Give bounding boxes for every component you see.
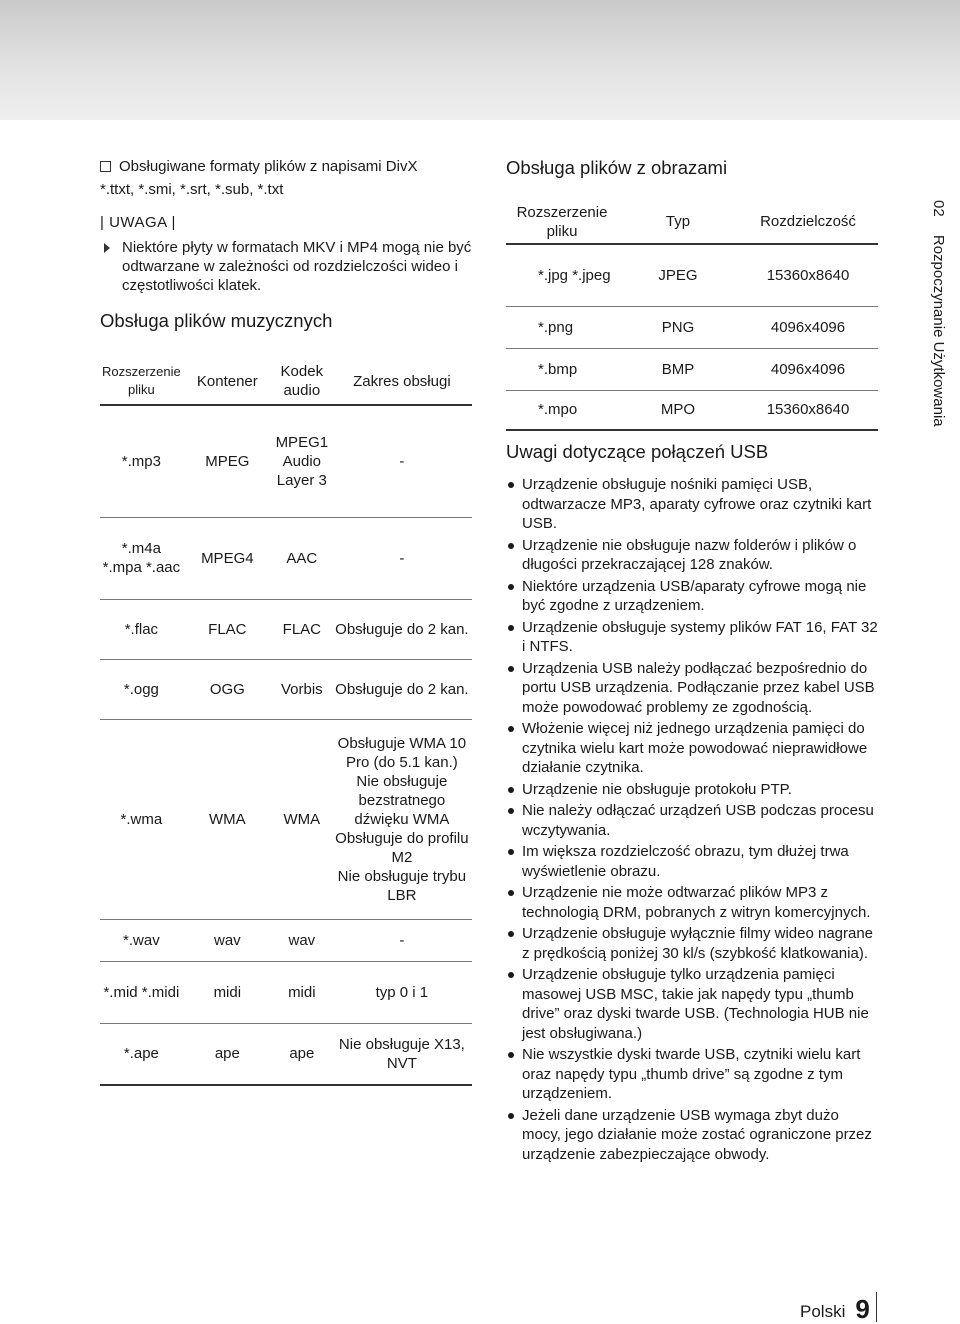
table-row xyxy=(506,306,878,348)
table-row xyxy=(100,517,472,599)
cell-ext: *.jpg *.jpeg xyxy=(506,244,618,306)
table-row xyxy=(506,348,878,390)
list-item: Niektóre urządzenia USB/aparaty cyfrowe mogą nie być zgodne z urządzeniem. xyxy=(506,577,878,616)
list-item: Urządzenie nie może odtwarzać plików MP3 z technologią DRM, pobranych z witryn komercyjnych. xyxy=(506,883,878,922)
cell-ext: *.png xyxy=(506,306,618,348)
range-line: Obsługuje WMA 10 Pro (do 5.1 kan.) xyxy=(337,734,467,771)
table-row xyxy=(100,961,472,1023)
list-item: Urządzenie obsługuje systemy plików FAT 16, FAT 32 i NTFS. xyxy=(506,618,878,657)
header-extension: Rozszerzenie pliku xyxy=(100,358,183,405)
cell-type: BMP xyxy=(618,348,738,390)
range-line: Nie obsługuje trybu LBR xyxy=(337,867,467,904)
cell-ext: *.flac xyxy=(100,599,183,659)
cell-range: - xyxy=(332,919,472,961)
cell-container: FLAC xyxy=(183,599,272,659)
cell-res: 4096x4096 xyxy=(738,306,878,348)
range-line: Nie obsługuje bezstratnego dźwięku WMA xyxy=(354,772,450,828)
cell-range: - xyxy=(332,405,472,517)
checkbox-square-icon xyxy=(100,161,111,172)
list-item: Urządzenie obsługuje wyłącznie filmy wideo nagrane z prędkością poniżej 30 kl/s (szybkość klatkowania). xyxy=(506,924,878,963)
usb-section-title: Uwagi dotyczące połączeń USB xyxy=(506,441,769,462)
cell-container: MPEG4 xyxy=(183,517,272,599)
list-item: Urządzenie nie obsługuje nazw folderów i plików o długości przekraczającej 128 znaków. xyxy=(506,536,878,575)
list-item: Jeżeli dane urządzenie USB wymaga zbyt dużo mocy, jego działanie może zostać ograniczone przez urządzenie zabezpieczające obwody. xyxy=(506,1106,878,1165)
cell-container: ape xyxy=(183,1023,272,1085)
cell-codec: AAC xyxy=(272,517,332,599)
header-container: Kontener xyxy=(183,358,272,405)
divx-note-formats: *.ttxt, *.smi, *.srt, *.sub, *.txt xyxy=(100,181,284,198)
cell-type: MPO xyxy=(618,390,738,430)
list-item: Nie należy odłączać urządzeń USB podczas procesu wczytywania. xyxy=(506,801,878,840)
footer-language: Polski xyxy=(800,1302,846,1321)
header-resolution: Rozdzielczość xyxy=(738,200,878,244)
cell-res: 4096x4096 xyxy=(738,348,878,390)
cell-codec: FLAC xyxy=(272,599,332,659)
cell-ext: *.wav xyxy=(100,919,183,961)
cell-range: typ 0 i 1 xyxy=(332,961,472,1023)
cell-container: MPEG xyxy=(183,405,272,517)
chapter-number: 02 xyxy=(930,200,947,217)
cell-range xyxy=(332,719,472,919)
table-row xyxy=(100,659,472,719)
table-row xyxy=(100,719,472,919)
page-number: 9 xyxy=(855,1294,870,1324)
cell-ext: *.wma xyxy=(100,719,183,919)
table-row xyxy=(506,390,878,430)
image-formats-table xyxy=(506,200,878,431)
triangle-bullet-icon xyxy=(104,243,110,253)
cell-ext: *.mp3 xyxy=(100,405,183,517)
list-item: Nie wszystkie dyski twarde USB, czytniki wielu kart oraz napędy typu „thumb drive” są zgodne z tym urządzeniem. xyxy=(506,1045,878,1104)
cell-range: Nie obsługuje X13, NVT xyxy=(332,1023,472,1085)
cell-ext: *.mpo xyxy=(506,390,618,430)
cell-ext: *.mid *.midi xyxy=(100,961,183,1023)
cell-type: PNG xyxy=(618,306,738,348)
cell-ext: *.m4a *.mpa *.aac xyxy=(100,517,183,599)
list-item: Urządzenie nie obsługuje protokołu PTP. xyxy=(506,780,878,800)
note-label: | UWAGA | xyxy=(100,214,176,231)
cell-range: Obsługuje do 2 kan. xyxy=(332,659,472,719)
cell-codec: WMA xyxy=(272,719,332,919)
music-section-title: Obsługa plików muzycznych xyxy=(100,310,333,331)
range-line: Obsługuje do profilu M2 xyxy=(335,829,469,866)
note-text: Niektóre płyty w formatach MKV i MP4 mogą nie być odtwarzane w zależności od rozdzielczości wideo i częstotliwości klatek. xyxy=(122,239,472,294)
cell-container: WMA xyxy=(183,719,272,919)
usb-notes-list xyxy=(506,475,878,1166)
chapter-side-tab xyxy=(918,190,958,550)
header-range: Zakres obsługi xyxy=(332,358,472,405)
cell-codec: midi xyxy=(272,961,332,1023)
table-header-row xyxy=(506,200,878,244)
cell-container: midi xyxy=(183,961,272,1023)
table-row xyxy=(100,405,472,517)
cell-range: Obsługuje do 2 kan. xyxy=(332,599,472,659)
header-band xyxy=(0,0,960,120)
cell-range: - xyxy=(332,517,472,599)
image-section-title: Obsługa plików z obrazami xyxy=(506,157,728,178)
cell-ext: *.ape xyxy=(100,1023,183,1085)
table-row xyxy=(100,919,472,961)
cell-res: 15360x8640 xyxy=(738,244,878,306)
header-extension: Rozszerzenie pliku xyxy=(506,200,618,244)
chapter-title: Rozpoczynanie Użytkowania xyxy=(930,234,947,427)
list-item: Urządzenie obsługuje nośniki pamięci USB, odtwarzacze MP3, aparaty cyfrowe oraz czytniki kart USB. xyxy=(506,475,878,534)
list-item: Urządzenia USB należy podłączać bezpośrednio do portu USB urządzenia. Podłączanie przez kabel USB może powodować problemy ze zgodnością. xyxy=(506,659,878,718)
cell-container: wav xyxy=(183,919,272,961)
cell-ext: *.ogg xyxy=(100,659,183,719)
table-row xyxy=(100,599,472,659)
list-item: Urządzenie obsługuje tylko urządzenia pamięci masowej USB MSC, takie jak napędy typu „thumb drive” oraz dyski twarde USB. (Technologia HUB nie jest obsługiwana.) xyxy=(506,965,878,1043)
table-row xyxy=(100,1023,472,1085)
chapter-label-block xyxy=(930,200,947,427)
music-formats-table xyxy=(100,358,472,1086)
cell-codec: wav xyxy=(272,919,332,961)
cell-codec: MPEG1 Audio Layer 3 xyxy=(272,405,332,517)
header-type: Typ xyxy=(618,200,738,244)
cell-type: JPEG xyxy=(618,244,738,306)
note-text-block xyxy=(100,238,490,295)
table-row xyxy=(506,244,878,306)
divx-note-heading: Obsługiwane formaty plików z napisami DivX xyxy=(119,158,418,175)
divx-subtitle-note xyxy=(100,157,490,199)
cell-codec: Vorbis xyxy=(272,659,332,719)
cell-ext: *.bmp xyxy=(506,348,618,390)
cell-container: OGG xyxy=(183,659,272,719)
table-header-row xyxy=(100,358,472,405)
cell-res: 15360x8640 xyxy=(738,390,878,430)
list-item: Włożenie więcej niż jednego urządzenia pamięci do czytnika wielu kart może powodować nieprawidłowe działanie czytnika. xyxy=(506,719,878,778)
list-item: Im większa rozdzielczość obrazu, tym dłużej trwa wyświetlenie obrazu. xyxy=(506,842,878,881)
header-codec: Kodek audio xyxy=(272,358,332,405)
cell-codec: ape xyxy=(272,1023,332,1085)
